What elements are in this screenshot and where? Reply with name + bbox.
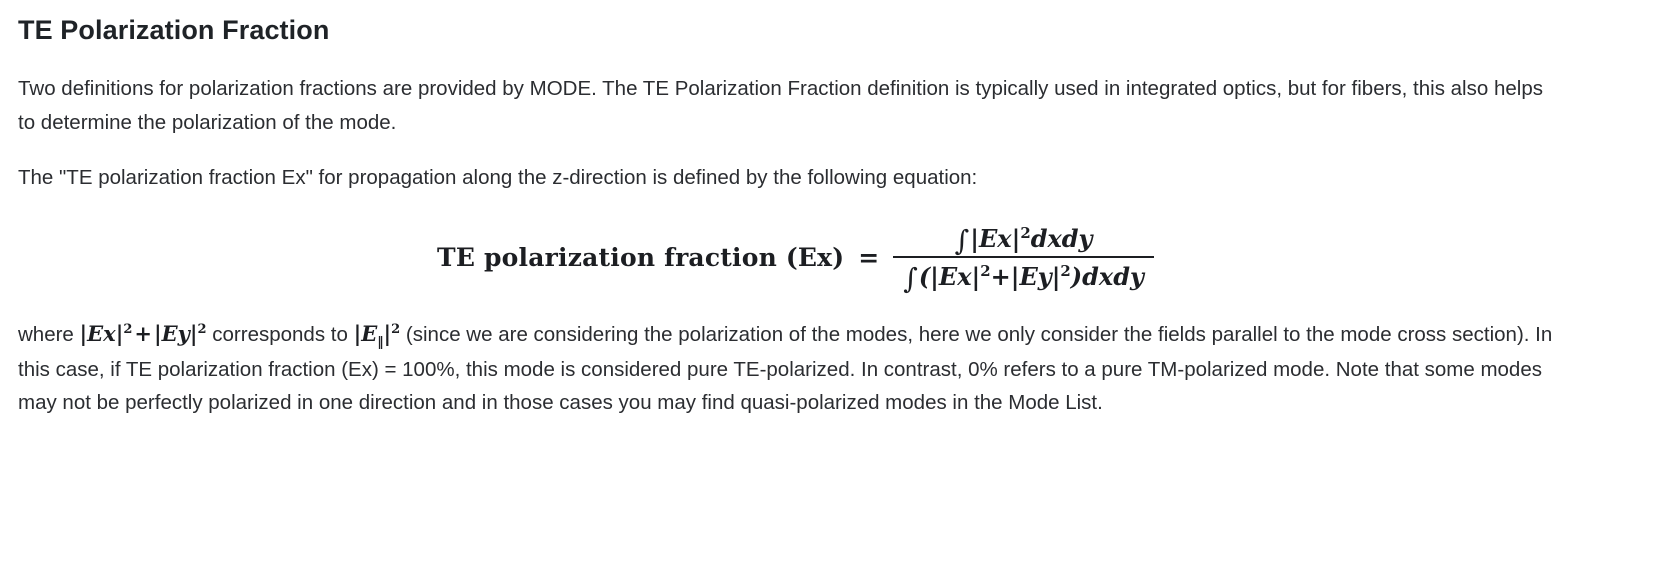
equation-numerator [945,224,1103,256]
inline-e-close: | [383,321,392,346]
numerator-exponent: 2 [1020,224,1031,242]
denominator-second-term: |Ey| [1010,262,1061,291]
inline-ey: |Ey| [154,321,198,346]
equation-equals-sign: = [858,243,880,272]
numerator-term: |Ex| [970,224,1021,253]
inline-ex: |Ex| [79,321,124,346]
denominator-close-term: )dxdy [1070,262,1144,291]
paragraph-definition-lead: The "TE polarization fraction Ex" for propagation along the z-direction is defined by the following equation: [18,165,978,189]
explanation-lead: where [18,323,80,346]
inline-e-subscript: ‖ [377,334,384,350]
paragraph-explanation [18,317,1563,419]
inline-ex-exponent: 2 [123,322,133,337]
denominator-open-term: (|Ex| [918,262,981,291]
denominator-exponent-2: 2 [1060,262,1071,280]
equation-left-side: TE polarization fraction (Ex) [437,243,845,272]
explanation-tail: (since we are considering the polarization of the modes, here we only consider the fields parallel to the mode cross section). In this case, if TE polarization fraction (Ex) = 100%, this mode is considered pure TE-polarized. In contrast, 0% refers to a pure TM-polarized mode. Note that some modes may not be perfectly polarized in one direction and in those cases you may find quasi-polarized modes in the Mode List. [18,323,1553,414]
inline-e-exponent: 2 [391,322,401,337]
explanation-mid: corresponds to [206,323,354,346]
numerator-differential: dxdy [1030,224,1093,253]
equation-te-polarization-fraction [18,224,1653,295]
inline-ey-exponent: 2 [197,322,207,337]
equation-fraction [893,224,1154,295]
integral-sign-numerator: ∫ [954,224,970,257]
equation-denominator [893,258,1154,295]
inline-e: |E [353,321,378,346]
page-title: TE Polarization Fraction [18,15,330,45]
paragraph-intro: Two definitions for polarization fractions are provided by MODE. The TE Polarization Fraction definition is typically used in integrated optics, but for fibers, this also helps to determine the polarization of the mode. [18,77,1543,134]
inline-math-ex-squared [80,321,207,346]
denominator-exponent-1: 2 [980,262,991,280]
denominator-plus: + [990,262,1011,291]
inline-math-e-parallel [353,321,401,350]
integral-sign-denominator: ∫ [903,262,918,295]
inline-plus: + [134,321,153,346]
